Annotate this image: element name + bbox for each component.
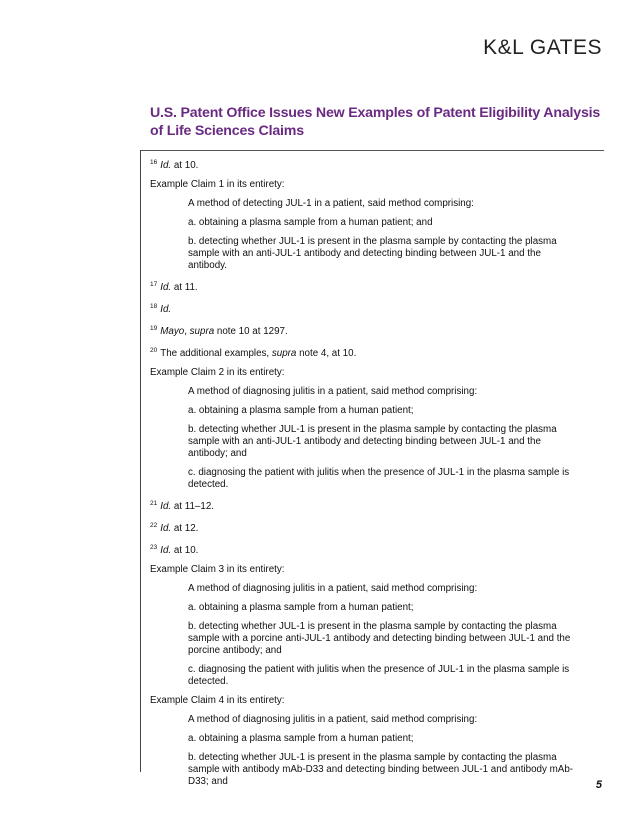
footnote-cite: Id. — [160, 304, 172, 315]
claim-4-line: A method of diagnosing julitis in a patient, said method comprising: — [188, 714, 478, 725]
claim-1-intro: Example Claim 1 in its entirety: — [150, 179, 285, 190]
footnote-number: 18 — [150, 303, 158, 310]
footnote-cite: Id. — [160, 545, 172, 556]
claim-3-line: b. detecting whether JUL-1 is present in the plasma sample by contacting the plasma sample with a porcine anti-JUL-1 antibody and detecting binding between JUL-1 and the porcine antibody; and — [188, 621, 571, 656]
footnote-23 — [150, 542, 580, 557]
footnote-17 — [150, 279, 580, 294]
footnote-text: at 12. — [171, 523, 199, 534]
footnote-cite: supra — [271, 348, 297, 359]
claim-2-line: a. obtaining a plasma sample from a human patient; — [188, 405, 414, 416]
claim-1-line: b. detecting whether JUL-1 is present in the plasma sample by contacting the plasma sample with an anti-JUL-1 antibody and detecting binding between JUL-1 and the antibody. — [188, 236, 557, 271]
page-number: 5 — [595, 779, 602, 791]
footnote-cite: Id. — [160, 282, 172, 293]
claim-4-line: a. obtaining a plasma sample from a human patient; — [188, 733, 414, 744]
footnote-cite: Id. — [160, 523, 172, 534]
claim-2-line: c. diagnosing the patient with julitis when the presence of JUL-1 in the plasma sample is detected. — [188, 467, 570, 490]
claim-2-intro: Example Claim 2 in its entirety: — [150, 367, 285, 378]
footnote-22 — [150, 520, 580, 535]
footnote-cite: Mayo — [160, 326, 185, 337]
claim-4-line: b. detecting whether JUL-1 is present in the plasma sample by contacting the plasma sample with antibody mAb-D33 and detecting binding between JUL-1 and antibody mAb-D33; and — [188, 752, 574, 787]
footnote-19 — [150, 323, 580, 338]
footnote-number: 19 — [150, 325, 158, 332]
claim-1-line: A method of detecting JUL-1 in a patient, said method comprising: — [188, 198, 474, 209]
footnote-number: 17 — [150, 281, 158, 288]
page-title: U.S. Patent Office Issues New Examples of Patent Eligibility Analysis of Life Sciences Claims — [150, 105, 601, 139]
claim-3-intro: Example Claim 3 in its entirety: — [150, 564, 285, 575]
footnote-number: 23 — [150, 544, 158, 551]
footnote-separator: , — [184, 326, 190, 337]
footnote-number: 22 — [150, 522, 158, 529]
footnote-text: at 10. — [171, 545, 199, 556]
title-divider — [141, 150, 604, 151]
footnote-cite: Id. — [160, 501, 172, 512]
footnote-21 — [150, 498, 580, 513]
claim-1-line: a. obtaining a plasma sample from a human patient; and — [188, 217, 433, 228]
footnote-20 — [150, 345, 580, 360]
footnotes-body — [150, 157, 580, 795]
footnote-text: at 10. — [171, 160, 199, 171]
footnote-text: note 10 at 1297. — [214, 326, 288, 337]
company-logo: K&L GATES — [483, 36, 602, 59]
claim-2-line: b. detecting whether JUL-1 is present in the plasma sample by contacting the plasma sample with an anti-JUL-1 antibody and detecting binding between JUL-1 and the antibody; and — [188, 424, 557, 459]
claim-3-line: c. diagnosing the patient with julitis when the presence of JUL-1 in the plasma sample is detected. — [188, 664, 570, 687]
footnote-number: 21 — [150, 500, 158, 507]
footnote-text: The additional examples, — [160, 348, 272, 359]
claim-2-line: A method of diagnosing julitis in a patient, said method comprising: — [188, 386, 478, 397]
claim-3-line: a. obtaining a plasma sample from a human patient; — [188, 602, 414, 613]
claim-3-line: A method of diagnosing julitis in a patient, said method comprising: — [188, 583, 478, 594]
footnote-18 — [150, 301, 580, 316]
footnote-number: 16 — [150, 159, 158, 166]
footnote-16 — [150, 157, 580, 172]
claim-4-intro: Example Claim 4 in its entirety: — [150, 695, 285, 706]
footnote-text: at 11–12. — [171, 501, 214, 512]
footnote-cite: Id. — [160, 160, 172, 171]
footnote-text: note 4, at 10. — [296, 348, 357, 359]
footnote-number: 20 — [150, 347, 158, 354]
footnote-text: at 11. — [171, 282, 198, 293]
footnote-side-rule — [140, 150, 141, 772]
footnote-cite: supra — [189, 326, 215, 337]
